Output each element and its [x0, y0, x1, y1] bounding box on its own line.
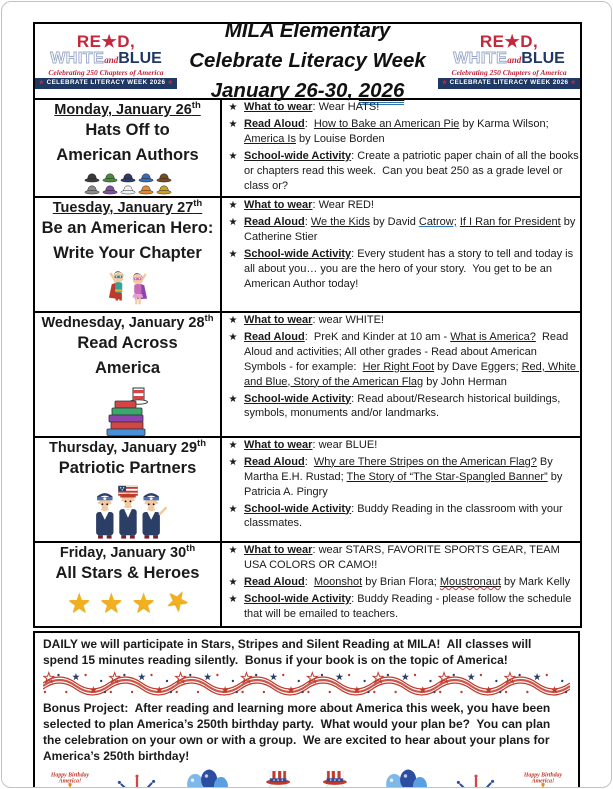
text-segment: The Story of “The Star-Spangled Banner”: [346, 470, 548, 483]
day-theme: Hats Off to American Authors: [56, 120, 199, 165]
hat-row: [35, 183, 220, 195]
hat-icon: [84, 183, 100, 195]
text-segment: Read Aloud: [244, 455, 305, 468]
title-school: MILA Elementary: [224, 19, 391, 43]
star-bullet-icon: ★: [228, 503, 238, 515]
activity-list: [222, 438, 580, 532]
text-segment: : Every student has a story to tell and today is all about you… you are the hero of your story. You get to be an American Author today!: [244, 247, 577, 290]
activity-bullet: [222, 215, 580, 245]
activity-bullet: [222, 100, 580, 115]
text-segment: : PreK and Kinder at 10 am -: [304, 330, 451, 343]
star-bullet-icon: ★: [228, 456, 238, 468]
bullet-text: [244, 575, 580, 590]
activity-bullet: [222, 198, 580, 213]
text-segment: : Buddy Reading - please follow the schedule that will be emailed to teachers.: [244, 592, 575, 620]
logo-banner: ★ CELEBRATE LITERACY WEEK 2026 ★: [35, 78, 177, 89]
bullet-text: [244, 149, 580, 194]
text-segment: Read Aloud: [244, 215, 305, 228]
text-segment: :: [304, 118, 314, 130]
day-date: Friday, January 30th: [59, 543, 196, 561]
text-segment: : Create a patriotic paper chain of all the books or chapters read this week. Can you beat 250 as a grade level or class or?: [244, 149, 582, 192]
logo-read-line: RE★D,: [479, 31, 539, 51]
hat-icon: [156, 183, 172, 195]
page-title: [177, 16, 438, 105]
text-segment: : Buddy Reading in the classroom with your classmates.: [244, 502, 566, 530]
text-segment: America Is: [244, 132, 296, 145]
bullet-text: [244, 438, 580, 453]
text-segment: What to wear: [244, 101, 313, 113]
text-segment: By Martha E.H. Rustad;: [244, 455, 556, 483]
star-bullet-icon: ★: [228, 248, 238, 260]
title-event: Celebrate Literacy Week: [189, 49, 426, 73]
table-row-friday: [34, 542, 581, 627]
text-segment: by Catherine Stier: [244, 215, 579, 243]
day-cell-tuesday: [34, 197, 221, 312]
day-cell-friday: [34, 542, 221, 627]
gold-star-icon: ★: [99, 588, 124, 619]
text-segment: School-wide Activity: [244, 149, 352, 162]
hat-icon: [120, 171, 136, 183]
text-segment: by Brian Flora;: [362, 575, 440, 588]
star-bullet-icon: ★: [228, 102, 238, 113]
bullet-text: [244, 313, 580, 328]
birthday-cake-icon: [45, 769, 95, 788]
activity-bullet: [222, 438, 580, 453]
eagle-icon: [250, 769, 300, 788]
day-theme: Patriotic Partners: [58, 458, 197, 477]
activities-cell-wednesday: [221, 312, 581, 437]
day-cell-thursday: [34, 437, 221, 542]
text-segment: by Patricia A. Pingry: [244, 470, 566, 498]
stars-stripes-ribbon: [43, 671, 570, 697]
title-year: 2026: [359, 80, 405, 106]
text-segment: [440, 576, 501, 588]
activity-bullet: [222, 392, 580, 422]
logo-star-icon: ★: [504, 31, 521, 51]
day-theme: Read Across America: [77, 333, 178, 378]
hat-icon: [156, 171, 172, 183]
read-white-blue-logo-right: [438, 33, 580, 89]
text-segment: :: [304, 215, 311, 228]
bullet-text: [244, 502, 580, 532]
table-row-monday: [34, 99, 581, 197]
star-bullet-icon: ★: [228, 576, 238, 588]
activities-cell-monday: [221, 99, 581, 197]
gold-star-icon: ★: [131, 588, 156, 619]
text-segment: What to wear: [244, 438, 313, 451]
day-theme: Be an American Hero: Write Your Chapter: [41, 218, 214, 263]
activity-bullet: [222, 575, 580, 590]
text-segment: School-wide Activity: [244, 502, 352, 515]
logo-banner: ★ CELEBRATE LITERACY WEEK 2026 ★: [438, 78, 580, 89]
text-segment: by Karma Wilson;: [459, 118, 552, 130]
text-segment: : wear BLUE!: [312, 438, 378, 451]
day-theme: All Stars & Heroes: [55, 563, 200, 582]
table-row-tuesday: [34, 197, 581, 312]
star-icon: ★: [38, 80, 45, 87]
hat-row: [35, 171, 220, 183]
activity-bullet: [222, 592, 580, 622]
text-segment: : wear STARS, FAVORITE SPORTS GEAR, TEAM USA COLORS OR CAMO!!: [244, 544, 563, 572]
bullet-text: [244, 247, 580, 292]
text-segment: by John Herman: [423, 375, 507, 388]
text-segment: Moustronaut: [439, 575, 501, 588]
text-segment: by Dave Eggers;: [434, 360, 522, 373]
balloons-icon: [377, 769, 435, 788]
bonus-project-note: Bonus Project: After reading and learning more about America this week, you have been selected to plan America’s 250th birthday party. What would your plan be? You can plan the celebration on your own or with a group. We are excited to hear about your plans for America’s 250th birthday!: [43, 701, 554, 763]
bullet-text: [244, 330, 580, 390]
activity-bullet: [222, 117, 580, 147]
logo-read-line: RE★D,: [76, 31, 136, 51]
activity-bullet: [222, 149, 580, 194]
page-sheet: [1, 1, 612, 788]
text-segment: What to wear: [244, 544, 313, 557]
text-segment: Read Aloud and activities; All other grades - Read about American Symbols - for example:: [244, 330, 571, 373]
hat-icon: [120, 183, 136, 195]
gold-star-icon: ★: [67, 588, 92, 619]
star-bullet-icon: ★: [228, 439, 238, 451]
hat-icon: [138, 183, 154, 195]
fireworks-icon: [109, 771, 165, 788]
text-segment: Red, White and Blue, Story of the American Flag: [244, 360, 580, 388]
star-bullet-icon: ★: [228, 314, 238, 326]
hat-icon: [102, 171, 118, 183]
text-segment: :: [304, 575, 314, 588]
text-segment: : Read about/Research historical buildings, symbols, monuments and/or landmarks.: [244, 392, 564, 420]
text-segment: by Louise Borden: [295, 132, 385, 145]
text-segment: Moonshot: [313, 575, 363, 588]
text-segment: Read Aloud: [244, 575, 305, 588]
header-row: [34, 23, 581, 99]
fireworks-icon: [448, 771, 504, 788]
star-bullet-icon: ★: [228, 593, 238, 605]
logo-white-blue-line: WHITEandBLUE: [453, 49, 565, 67]
text-segment: What to wear: [244, 313, 313, 326]
star-bullet-icon: ★: [228, 545, 238, 557]
star-bullet-icon: ★: [228, 393, 238, 405]
activity-list: [222, 313, 580, 422]
bullet-text: [244, 100, 580, 115]
star-icon: ★: [167, 80, 174, 87]
text-segment: : wear WHITE!: [312, 313, 384, 326]
daily-reading-note: DAILY we will participate in Stars, Stripes and Silent Reading at MILA! All classes will spend 15 minutes reading silently. Bonus if your book is on the topic of America!: [43, 637, 535, 667]
text-segment: How to Bake an American Pie: [313, 118, 460, 130]
activity-bullet: [222, 247, 580, 292]
text-segment: : Wear RED!: [312, 198, 374, 211]
bullet-text: [244, 215, 580, 245]
day-date: Thursday, January 29th: [49, 437, 206, 456]
day-date: Tuesday, January 27th: [52, 197, 203, 216]
bullet-text: [244, 592, 580, 622]
activities-cell-tuesday: [221, 197, 581, 312]
patriotic-clipart-row: [43, 769, 570, 788]
star-bullet-icon: ★: [228, 199, 238, 211]
gold-stars-icon: [35, 581, 220, 620]
gold-star-icon: ★: [159, 581, 196, 620]
hat-icon: [84, 171, 100, 183]
text-segment: Her Right Foot: [362, 360, 435, 373]
day-date: Monday, January 26th: [54, 100, 201, 118]
footer-box: [33, 631, 580, 788]
superhero-kids-icon: [35, 269, 220, 311]
star-bullet-icon: ★: [228, 119, 238, 130]
text-segment: by David: [369, 215, 419, 228]
flyer-content: [33, 2, 580, 788]
text-segment: School-wide Activity: [244, 592, 352, 605]
activity-bullet: [222, 543, 580, 573]
text-segment: Read Aloud: [244, 330, 305, 343]
day-cell-wednesday: [34, 312, 221, 437]
activity-list: [222, 100, 580, 194]
text-segment: What to wear: [244, 198, 313, 211]
day-cell-monday: [34, 99, 221, 197]
eagle-flipped-icon: [313, 769, 363, 788]
literacy-week-table: [33, 19, 582, 628]
activity-bullet: [222, 330, 580, 390]
activity-bullet: [222, 313, 580, 328]
table-row-thursday: [34, 437, 581, 542]
star-icon: ★: [441, 80, 448, 87]
text-segment: : Wear HATS!: [312, 101, 380, 113]
bullet-text: [244, 117, 580, 147]
star-bullet-icon: ★: [228, 331, 238, 343]
text-segment: :: [304, 455, 314, 468]
text-segment: Why are There Stripes on the American Flag?: [313, 455, 537, 468]
hat-icon: [102, 183, 118, 195]
star-bullet-icon: ★: [228, 216, 238, 228]
text-segment: Catrow;: [418, 215, 457, 228]
logo-tagline: Celebrating 250 Chapters of America: [451, 67, 567, 77]
table-row-wednesday: [34, 312, 581, 437]
book-stack-icon: [35, 384, 220, 436]
text-segment: We the Kids: [310, 215, 370, 228]
balloons-icon: [178, 769, 236, 788]
text-segment: If I Ran for President: [459, 215, 561, 228]
day-date: Wednesday, January 28th: [41, 312, 214, 331]
activities-cell-thursday: [221, 437, 581, 542]
title-dates: January 26-30, 2026: [177, 76, 438, 106]
activity-bullet: [222, 502, 580, 532]
logo-tagline: Celebrating 250 Chapters of America: [48, 67, 164, 77]
hats-art: [35, 171, 220, 195]
activity-bullet: [222, 455, 580, 500]
bullet-text: [244, 543, 580, 573]
star-bullet-icon: ★: [228, 150, 238, 162]
activity-list: [222, 198, 580, 292]
text-segment: Read Aloud: [244, 118, 305, 130]
birthday-cake-icon: [518, 769, 568, 788]
header-cell: [34, 19, 581, 102]
star-icon: ★: [570, 80, 577, 87]
activities-cell-friday: [221, 542, 581, 627]
patriot-kids-icon: [35, 483, 220, 541]
read-white-blue-logo-left: [35, 33, 177, 89]
text-segment: School-wide Activity: [244, 247, 352, 260]
bullet-text: [244, 455, 580, 500]
text-segment: What is America?: [450, 330, 536, 343]
activity-list: [222, 543, 580, 622]
bullet-text: [244, 392, 580, 422]
logo-star-icon: ★: [101, 31, 118, 51]
bullet-text: [244, 198, 580, 213]
hat-icon: [138, 171, 154, 183]
text-segment: School-wide Activity: [244, 392, 352, 405]
logo-white-blue-line: WHITEandBLUE: [50, 49, 162, 67]
text-segment: by Mark Kelly: [501, 575, 571, 588]
